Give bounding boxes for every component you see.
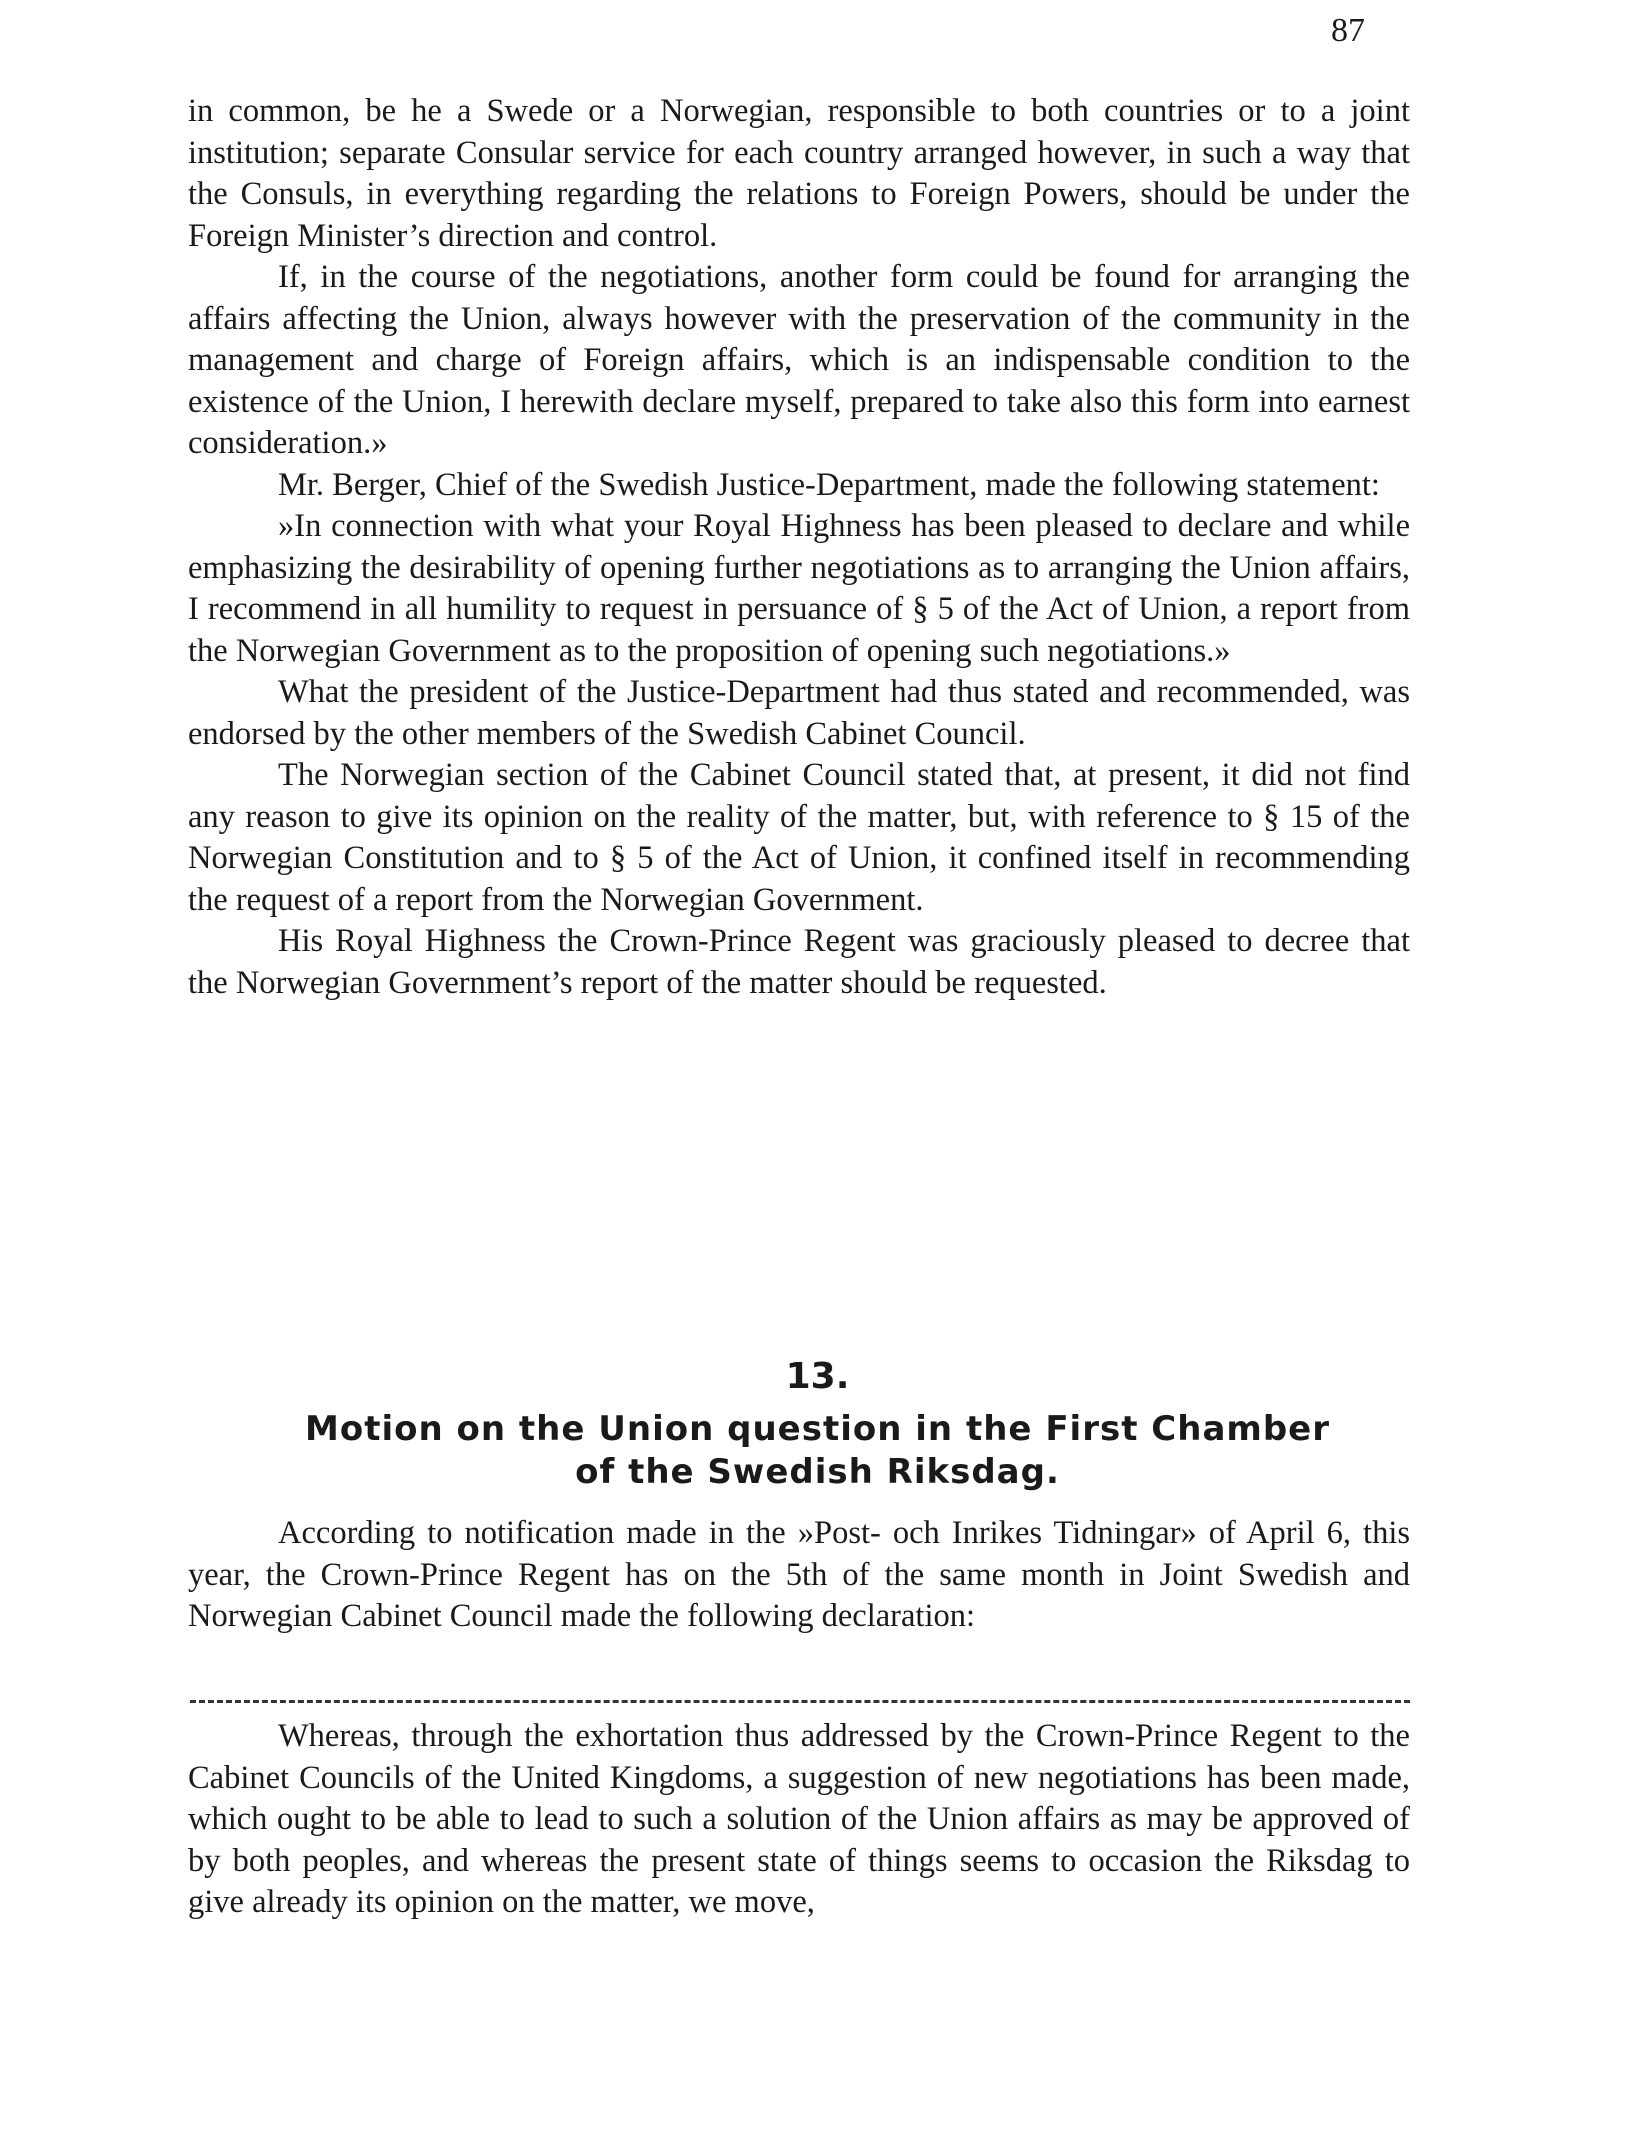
- page-number: 87: [1331, 12, 1365, 49]
- paragraph-berger-statement: »In connection with what your Royal Highness has been pleased to declare and while emphasizing the desirability of opening further negotiations as to arranging the Union affairs, I recommend in all humility to request in persuance of § 5 of the Act of Union, a report from the Norwegian Government as to the proposition of opening such negotiations.»: [188, 508, 1410, 669]
- paragraph-berger-statement-intro: Mr. Berger, Chief of the Swedish Justice-Department, made the following statement:: [278, 466, 1380, 503]
- paragraph-other-form: If, in the course of the negotiations, another form could be found for arranging the affairs affecting the Union, always however with the preservation of the community in the management and charge of Foreign affairs, which is an indispensable condition to the existence of the Union, I herewith declare myself, prepared to take also this form into earnest consideration.»: [188, 259, 1410, 461]
- section-title-line-1: Motion on the Union question in the First Chamber: [305, 1409, 1330, 1449]
- paragraph-motion: Whereas, through the exhortation thus addressed by the Crown-Prince Regent to the Cabinet Councils of the United Kingdoms, a suggestion of new negotiations has been made, which ought to be able to lead to such a solution of the Union affairs as may be approved of by both peoples, and whereas the present state of things seems to occasion the Riksdag to give already its opinion on the matter, we move,: [188, 1718, 1410, 1920]
- paragraph-notification: According to notification made in the »Post- och Inrikes Tidningar» of April 6, this year, the Crown-Prince Regent has on the 5th of the same month in Joint Swedish and Norwegian Cabinet Council made the following declaration:: [188, 1515, 1410, 1634]
- section-title: [0, 1408, 1635, 1494]
- paragraph-royal-decree: His Royal Highness the Crown-Prince Regent was graciously pleased to decree that the Norwegian Government’s report of the matter should be requested.: [188, 923, 1410, 1001]
- body-text-top: [188, 91, 1410, 1004]
- body-text-bottom: [188, 1716, 1410, 1924]
- section-number: 13.: [785, 1356, 850, 1397]
- omission-dash-rule: [190, 1700, 1410, 1703]
- paragraph-norwegian-section: The Norwegian section of the Cabinet Council stated that, at present, it did not find any reason to give its opinion on the reality of the matter, but, with reference to § 15 of the Norwegian Constitution and to § 5 of the Act of Union, it confined itself in recommending the request of a report from the Norwegian Government.: [188, 757, 1410, 918]
- section-title-line-2: of the Swedish Riksdag.: [575, 1452, 1060, 1492]
- body-text-middle: [188, 1513, 1410, 1638]
- paragraph-consular-service: in common, be he a Swede or a Norwegian, responsible to both countries or to a joint institution; separate Consular service for each country arranged however, in such a way that the Consuls, in everything regarding the relations to Foreign Powers, should be under the Foreign Minister’s direction and control.: [188, 93, 1410, 254]
- paragraph-endorsement: What the president of the Justice-Department had thus stated and recommended, was endorsed by the other members of the Swedish Cabinet Council.: [188, 674, 1410, 752]
